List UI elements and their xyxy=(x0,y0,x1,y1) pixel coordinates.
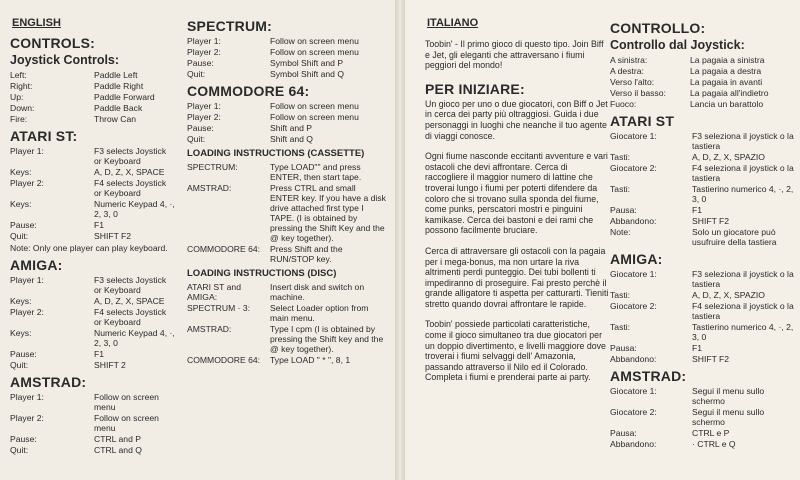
control-label: Tasti: xyxy=(610,184,631,194)
per-iniziare-heading: PER INIZIARE: xyxy=(425,80,525,97)
control-value: Solo un giocatore può usufruire della tastiera xyxy=(692,227,777,247)
control-label: Quit: xyxy=(10,360,29,370)
control-label: Quit: xyxy=(187,69,206,79)
control-row xyxy=(187,282,387,302)
control-row xyxy=(10,220,176,230)
control-value: Tastierino numerico 4, ·, 2, 3, 0 xyxy=(692,184,794,204)
control-row xyxy=(187,162,387,182)
control-row xyxy=(610,322,797,342)
control-label: Keys: xyxy=(10,296,32,306)
control-row xyxy=(10,413,176,433)
control-value: Select Loader option from main menu. xyxy=(270,303,369,323)
control-value: CTRL and P xyxy=(94,434,141,444)
english-column-1 xyxy=(0,0,178,456)
english-page xyxy=(0,0,395,480)
amiga-heading: AMIGA: xyxy=(10,257,63,273)
control-value: A, D, Z, X, SPACE xyxy=(94,296,165,306)
loading-disc-list xyxy=(187,282,387,365)
control-label: Abbandono: xyxy=(610,439,657,449)
control-label: Player 1: xyxy=(187,101,221,111)
control-label: A destra: xyxy=(610,66,644,76)
control-value: Throw Can xyxy=(94,114,137,124)
italian-column-2 xyxy=(610,16,797,450)
control-row xyxy=(10,114,176,124)
control-row xyxy=(10,103,176,113)
control-value: A, D, Z, X, SPACE xyxy=(94,167,165,177)
control-value: Paddle Left xyxy=(94,70,138,80)
control-label: Player 2: xyxy=(187,112,221,122)
joystick-controllo-heading: Controllo dal Joystick: xyxy=(610,38,745,52)
control-row xyxy=(10,434,176,444)
control-value: Follow on screen menu xyxy=(94,413,159,433)
loading-cassette-list xyxy=(187,162,387,264)
atari-st-note: Note: Only one player can play keyboard. xyxy=(10,243,168,253)
control-label: Giocatore 2: xyxy=(610,301,657,311)
joystick-controls-list xyxy=(10,70,176,124)
control-row xyxy=(187,123,387,133)
control-value: CTRL and Q xyxy=(94,445,142,455)
control-row xyxy=(10,349,176,359)
control-row xyxy=(10,328,176,348)
control-label: Tasti: xyxy=(610,152,631,162)
control-row xyxy=(10,296,176,306)
control-value: Numeric Keypad 4, ·, 2, 3, 0 xyxy=(94,199,175,219)
control-label: Fuoco: xyxy=(610,99,637,109)
atari-st-list-it xyxy=(610,131,797,247)
control-value: Type LOAD"" and press ENTER, then start tape. xyxy=(270,162,362,182)
control-label: Player 2: xyxy=(187,47,221,57)
control-value: SHIFT F2 xyxy=(692,354,730,364)
control-label: Player 1: xyxy=(187,36,221,46)
control-row xyxy=(10,146,176,166)
italian-language-heading: ITALIANO xyxy=(427,17,479,29)
control-value: Shift and Q xyxy=(270,134,313,144)
loading-disc-heading: LOADING INSTRUCTIONS (DISC) xyxy=(187,268,337,279)
control-row xyxy=(610,354,797,364)
control-label: Note: xyxy=(610,227,631,237)
control-label: Pause: xyxy=(10,349,37,359)
control-row xyxy=(10,360,176,370)
control-label: Right: xyxy=(10,81,33,91)
control-label: Pause: xyxy=(10,434,37,444)
atari-st-heading: ATARI ST: xyxy=(10,128,78,144)
control-label: COMMODORE 64: xyxy=(187,355,261,365)
control-label: A sinistra: xyxy=(610,55,648,65)
control-row xyxy=(187,69,387,79)
control-value: F4 seleziona il joystick o la tastiera xyxy=(692,163,794,183)
control-value: Segui il menu sullo schermo xyxy=(692,407,765,427)
control-label: Pausa: xyxy=(610,428,637,438)
spectrum-heading: SPECTRUM: xyxy=(187,18,273,34)
control-value: F3 seleziona il joystick o la tastiera xyxy=(692,131,794,151)
control-label: Keys: xyxy=(10,328,32,338)
control-row xyxy=(187,112,387,122)
control-row xyxy=(10,307,176,327)
control-label: Giocatore 2: xyxy=(610,407,657,417)
control-value: F4 seleziona il joystick o la tastiera xyxy=(692,301,794,321)
controls-heading: CONTROLS: xyxy=(10,35,96,51)
control-value: F4 selects Joystick or Keyboard xyxy=(94,307,167,327)
control-row xyxy=(610,131,797,151)
intro-paragraph: Toobin' - Il primo gioco di questo tipo. Join Biff e Jet, gli eleganti che attraversano i fiumi peggiori del mondo! xyxy=(425,39,604,71)
control-row xyxy=(10,199,176,219)
control-value: La pagaia a sinistra xyxy=(690,55,765,65)
control-label: Player 2: xyxy=(10,307,44,317)
control-label: Fire: xyxy=(10,114,28,124)
control-label: COMMODORE 64: xyxy=(187,244,261,254)
control-row xyxy=(10,275,176,295)
control-label: Player 2: xyxy=(10,178,44,188)
control-row xyxy=(10,92,176,102)
control-row xyxy=(10,392,176,412)
control-label: Player 2: xyxy=(10,413,44,423)
control-row xyxy=(610,66,797,76)
control-label: Pause: xyxy=(10,220,37,230)
control-value: Shift and P xyxy=(270,123,313,133)
spectrum-list xyxy=(187,36,387,79)
control-value: Symbol Shift and P xyxy=(270,58,344,68)
control-value: F1 xyxy=(692,343,703,353)
italian-page xyxy=(405,0,800,480)
control-value: SHIFT F2 xyxy=(94,231,132,241)
control-value: La pagaia all'indietro xyxy=(690,88,769,98)
control-row xyxy=(610,301,797,321)
control-value: Follow on screen menu xyxy=(270,36,359,46)
amiga-heading-it: AMIGA: xyxy=(610,251,663,267)
control-label: Giocatore 2: xyxy=(610,163,657,173)
control-label: AMSTRAD: xyxy=(187,183,232,193)
control-row xyxy=(187,303,387,323)
control-value: Insert disk and switch on machine. xyxy=(270,282,365,302)
control-row xyxy=(187,47,387,57)
control-value: Paddle Right xyxy=(94,81,144,91)
atari-st-list xyxy=(10,146,176,241)
control-value: Follow on screen menu xyxy=(94,392,159,412)
description-paragraph: Ogni fiume nasconde eccitanti avventure e vari ostacoli che devi affrontare. Cerca di raccogliere il maggior numero di lattine che troverai lungo i fiumi per poterti difendere da coloro che si trovano sulla sponda del fiume, come punks, perscatori mostri e pinguini kamikase. Cerca dei bastoni e dei rami che possono facilmente bruciare. xyxy=(425,151,608,236)
control-label: Pausa: xyxy=(610,343,637,353)
control-value: Follow on screen menu xyxy=(270,112,359,122)
control-row xyxy=(10,178,176,198)
control-label: SPECTRUM · 3: xyxy=(187,303,251,313)
control-row xyxy=(10,167,176,177)
control-row xyxy=(610,290,797,300)
description-paragraph: Toobin' possiede particolati caratteristiche, come il gioco simultaneo tra due giocatori per un doppio divertimento, e livelli maggiore dove troverai i fiumi selvaggi dell' Amazonia, passando attraverso il Nilo ed il Colorado. Completa i fiumi e prenderai parte ai party. xyxy=(425,319,606,383)
control-row xyxy=(610,55,797,65)
control-label: Verso il basso: xyxy=(610,88,666,98)
control-row xyxy=(187,355,387,365)
english-column-2 xyxy=(187,14,387,366)
control-value: Type I cpm (I is obtained by pressing the Shift key and the @ key together). xyxy=(270,324,384,354)
control-value: SHIFT 2 xyxy=(94,360,126,370)
control-row xyxy=(187,244,387,264)
control-label: Giocatore 1: xyxy=(610,386,657,396)
description-paragraph: Cerca di attraversare gli ostacoli con la pagaia per i mega-bonus, ma non urtare la riva altrimenti perdi punteggio. Dei tubi bollenti ti impediranno di proseguire. Fai presto perchè il grande alligatore ti aspetta per catturarti. Tieniti stretto quando dovrai affrontare le rapide. xyxy=(425,245,609,309)
control-value: A, D, Z, X, SPAZIO xyxy=(692,152,765,162)
control-label: Keys: xyxy=(10,199,32,209)
control-row xyxy=(610,343,797,353)
italian-column-1 xyxy=(425,0,610,393)
control-label: Quit: xyxy=(187,134,206,144)
control-value: CTRL e P xyxy=(692,428,730,438)
control-row xyxy=(610,99,797,109)
joystick-controls-heading: Joystick Controls: xyxy=(10,53,120,67)
control-label: Pause: xyxy=(187,58,214,68)
control-row xyxy=(610,407,797,427)
control-value: A, D, Z, X, SPAZIO xyxy=(692,290,765,300)
page-fold xyxy=(395,0,405,480)
control-label: Giocatore 1: xyxy=(610,269,657,279)
commodore-64-list xyxy=(187,101,387,144)
control-row xyxy=(187,36,387,46)
control-value: Follow on screen menu xyxy=(270,101,359,111)
description-paragraphs xyxy=(425,99,610,383)
control-row xyxy=(10,231,176,241)
control-row xyxy=(187,58,387,68)
control-row xyxy=(610,184,797,204)
control-label: ATARI ST and AMIGA: xyxy=(187,282,241,302)
amstrad-list xyxy=(10,392,176,455)
control-value: Symbol Shift and Q xyxy=(270,69,345,79)
control-label: Keys: xyxy=(10,167,32,177)
control-row xyxy=(610,216,797,226)
control-value: Numeric Keypad 4, ·, 2, 3, 0 xyxy=(94,328,175,348)
control-value: F1 xyxy=(94,349,105,359)
control-row xyxy=(187,101,387,111)
control-row xyxy=(610,152,797,162)
control-label: Abbandono: xyxy=(610,216,657,226)
control-value: La pagaia a destra xyxy=(690,66,762,76)
control-label: Giocatore 1: xyxy=(610,131,657,141)
control-row xyxy=(610,163,797,183)
control-label: Tasti: xyxy=(610,322,631,332)
control-label: Player 1: xyxy=(10,146,44,156)
control-label: SPECTRUM: xyxy=(187,162,238,172)
control-row xyxy=(610,269,797,289)
control-label: Up: xyxy=(10,92,24,102)
control-value: Paddle Forward xyxy=(94,92,155,102)
control-value: F3 selects Joystick or Keyboard xyxy=(94,146,167,166)
control-row xyxy=(10,70,176,80)
control-row xyxy=(610,428,797,438)
control-value: Follow on screen menu xyxy=(270,47,359,57)
control-row xyxy=(610,77,797,87)
control-value: F4 selects Joystick or Keyboard xyxy=(94,178,167,198)
control-row xyxy=(610,205,797,215)
control-row xyxy=(610,227,797,247)
control-label: Player 1: xyxy=(10,392,44,402)
control-label: Quit: xyxy=(10,231,29,241)
control-value: Tastierino numerico 4, ·, 2, 3, 0 xyxy=(692,322,794,342)
control-row xyxy=(610,386,797,406)
control-row xyxy=(187,324,387,354)
amstrad-heading-it: AMSTRAD: xyxy=(610,368,687,384)
amstrad-heading: AMSTRAD: xyxy=(10,374,87,390)
control-value: · CTRL e Q xyxy=(692,439,736,449)
control-label: Tasti: xyxy=(610,290,631,300)
control-row xyxy=(10,445,176,455)
control-value: F3 selects Joystick or Keyboard xyxy=(94,275,167,295)
control-row xyxy=(187,183,387,243)
control-label: AMSTRAD: xyxy=(187,324,232,334)
control-label: Player 1: xyxy=(10,275,44,285)
amstrad-list-it xyxy=(610,386,797,449)
control-value: Paddle Back xyxy=(94,103,143,113)
control-value: Press Shift and the RUN/STOP key. xyxy=(270,244,343,264)
control-label: Pausa: xyxy=(610,205,637,215)
control-value: La pagaia in avanti xyxy=(690,77,763,87)
amiga-list xyxy=(10,275,176,370)
control-label: Abbandono: xyxy=(610,354,657,364)
control-label: Left: xyxy=(10,70,27,80)
control-row xyxy=(610,88,797,98)
control-row xyxy=(610,439,797,449)
atari-st-heading-it: ATARI ST xyxy=(610,113,675,129)
control-row xyxy=(10,81,176,91)
description-paragraph: Un gioco per uno o due giocatori, con Biff o Jet in cerca dei party più oltraggiosi. Guida i due personaggi in luoghi che neanche il tuo agente di viaggi conosce. xyxy=(425,98,608,141)
control-row xyxy=(187,134,387,144)
control-value: Segui il menu sullo schermo xyxy=(692,386,765,406)
controllo-heading: CONTROLLO: xyxy=(610,20,706,36)
control-label: Down: xyxy=(10,103,35,113)
control-value: Type LOAD " * ", 8, 1 xyxy=(270,355,351,365)
control-label: Pause: xyxy=(187,123,214,133)
english-language-heading: ENGLISH xyxy=(12,17,61,29)
amiga-list-it xyxy=(610,269,797,364)
commodore-64-heading: COMMODORE 64: xyxy=(187,83,310,99)
control-value: Lancia un barattolo xyxy=(690,99,764,109)
control-label: Verso l'alto: xyxy=(610,77,655,87)
control-label: Quit: xyxy=(10,445,29,455)
loading-cassette-heading: LOADING INSTRUCTIONS (CASSETTE) xyxy=(187,148,365,159)
control-value: F1 xyxy=(692,205,703,215)
control-value: SHIFT F2 xyxy=(692,216,730,226)
joystick-controllo-list xyxy=(610,55,797,109)
control-value: F3 seleziona il joystick o la tastiera xyxy=(692,269,794,289)
control-value: F1 xyxy=(94,220,105,230)
control-value: Press CTRL and small ENTER key. If you have a disk drive attached first type I TAPE. (I is obtained by pressing the Shift Key and the @ key together). xyxy=(270,183,386,243)
